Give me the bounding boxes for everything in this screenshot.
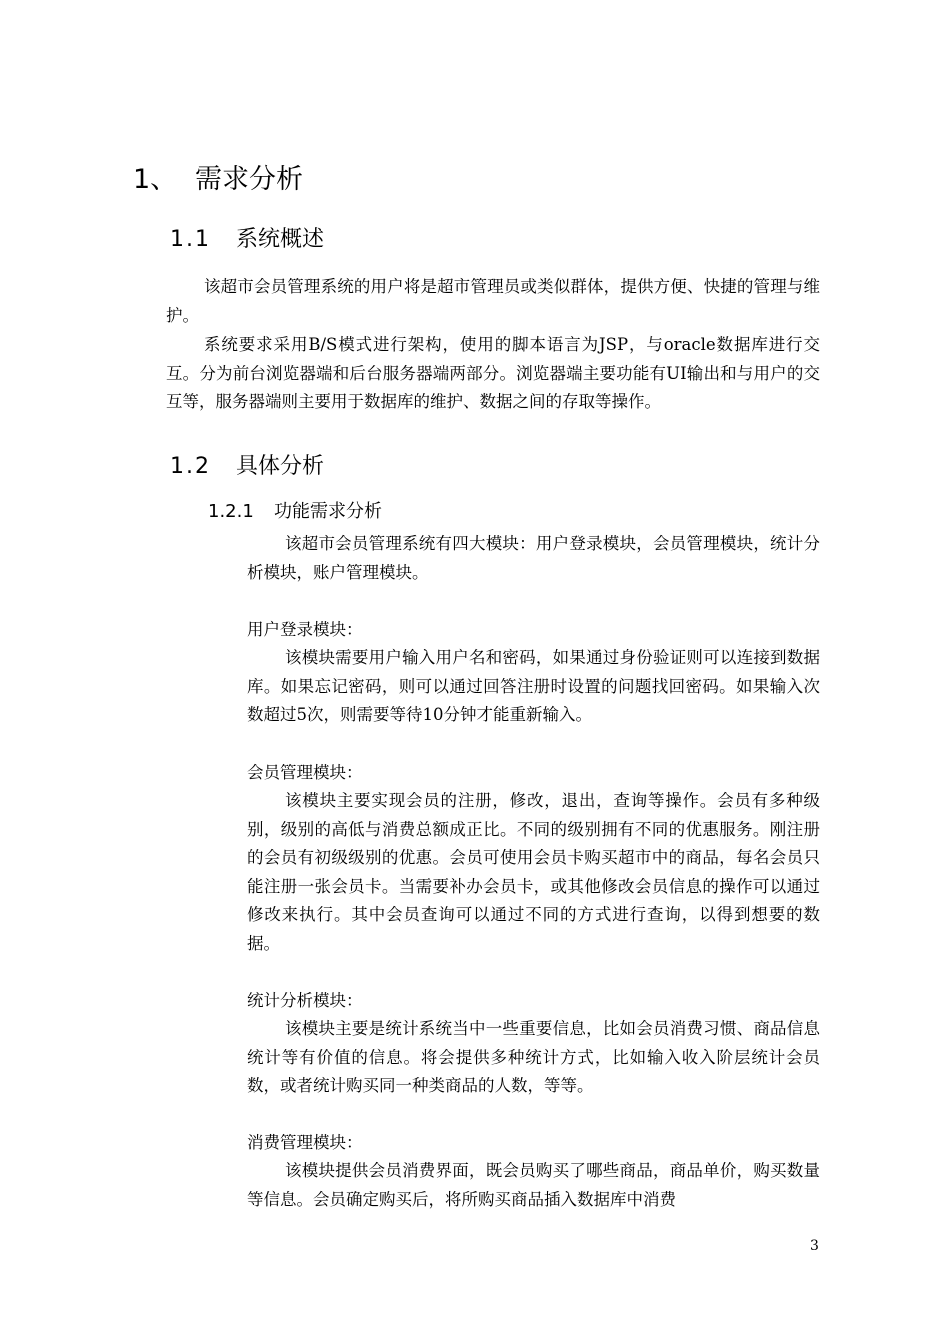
section-heading-1-2 [170, 451, 324, 483]
section-title: 具体分析 [236, 454, 325, 479]
section-heading-1-2-1 [208, 498, 382, 526]
paragraph-modules-intro: 该超市会员管理系统有四大模块：用户登录模块，会员管理模块，统计分析模块，账户管理模块。 [247, 534, 820, 582]
module-label-member: 会员管理模块： [247, 763, 363, 782]
section-number: 1、 [133, 164, 178, 195]
module-label-consumption: 消费管理模块： [247, 1133, 363, 1152]
section-title: 系统概述 [236, 227, 325, 252]
paragraph-overview-1: 该超市会员管理系统的用户将是超市管理员或类似群体，提供方便、快捷的管理与维护。 [166, 277, 820, 325]
module-label-login: 用户登录模块： [247, 620, 363, 639]
section-number: 1.1 [170, 227, 211, 252]
page-number: 3 [810, 1238, 819, 1254]
module-label-statistics: 统计分析模块： [247, 991, 363, 1010]
section-heading-1-1 [170, 224, 324, 256]
module-text-member: 该模块主要实现会员的注册，修改，退出，查询等操作。会员有多种级别，级别的高低与消费总额成正比。不同的级别拥有不同的优惠服务。刚注册的会员有初级级别的优惠。会员可使用会员卡购买超市中的商品，每名会员只能注册一张会员卡。当需要补办会员卡，或其他修改会员信息的操作可以通过修改来执行。其中会员查询可以通过不同的方式进行查询，以得到想要的数据。 [247, 791, 820, 953]
section-number: 1.2.1 [208, 501, 254, 522]
section-number: 1.2 [170, 454, 211, 479]
section-heading-1 [133, 160, 303, 200]
paragraph-overview-2: 系统要求采用B/S模式进行架构，使用的脚本语言为JSP，与oracle数据库进行交互。分为前台浏览器端和后台服务器端两部分。浏览器端主要功能有UI输出和与用户的交互等，服务器端则主要用于数据库的维护、数据之间的存取等操作。 [166, 335, 820, 412]
module-text-consumption: 该模块提供会员消费界面，既会员购买了哪些商品，商品单价，购买数量等信息。会员确定购买后，将所购买商品插入数据库中消费 [247, 1161, 820, 1209]
module-text-statistics: 该模块主要是统计系统当中一些重要信息，比如会员消费习惯、商品信息统计等有价值的信息。将会提供多种统计方式，比如输入收入阶层统计会员数，或者统计购买同一种类商品的人数，等等。 [247, 1019, 820, 1096]
module-text-login: 该模块需要用户输入用户名和密码，如果通过身份验证则可以连接到数据库。如果忘记密码，则可以通过回答注册时设置的问题找回密码。如果输入次数超过5次，则需要等待10分钟才能重新输入。 [247, 648, 820, 725]
section-title: 功能需求分析 [274, 501, 382, 522]
section-title: 需求分析 [195, 164, 303, 195]
